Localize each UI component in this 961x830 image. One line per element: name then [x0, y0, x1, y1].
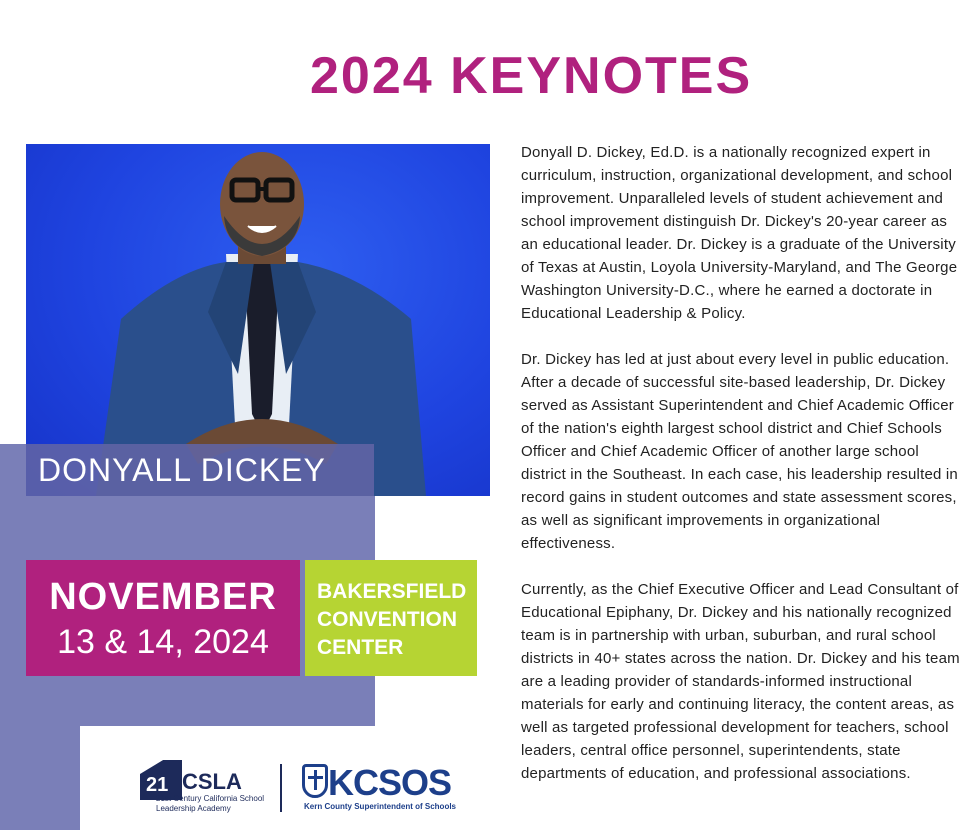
event-date-box	[26, 560, 300, 676]
event-venue-box	[305, 560, 477, 676]
bio-paragraph: Dr. Dickey has led at just about every level in public education. After a decade of successful site-based leadership, Dr. Dickey served as Assistant Superintendent and Chief Academic Officer of the nation's eighth largest school district and Chief Schools Officer and Chief Academic Officer of another large school district in the Southeast. In each case, his leadership resulted in record gains in student outcomes and state assessment scores, as well as significant improvements in organizational effectiveness.	[521, 351, 958, 552]
csla-logo-subtitle: 21st Century California School Leadership Academy	[156, 794, 265, 813]
logo-divider	[280, 764, 282, 812]
venue-line: CONVENTION	[317, 608, 458, 631]
kcsos-logo-subtitle: Kern County Superintendent of Schools	[304, 802, 457, 811]
event-days: 13 & 14, 2024	[57, 623, 269, 661]
csla-logo-name: CSLA	[182, 769, 242, 794]
venue-line: BAKERSFIELD	[317, 580, 467, 603]
speaker-name: DONYALL DICKEY	[38, 452, 326, 488]
bio-paragraph: Currently, as the Chief Executive Officer and Lead Consultant of Educational Epiphany, Dr. Dickey and his nationally recognized team is in partnership with urban, suburban, and rural school districts in 40+ states across the nation. Dr. Dickey and his team are a leading provider of standards-informed instructional materials for early and continuing literacy, the content areas, as well as targeted professional development for teachers, school leaders, central office personnel, superintendents, state departments of education, and professional associations.	[521, 581, 960, 782]
venue-line: CENTER	[317, 636, 404, 659]
page-title: 2024 KEYNOTES	[310, 47, 753, 105]
speaker-bio	[521, 141, 960, 782]
sponsor-logos	[140, 760, 460, 820]
event-month: NOVEMBER	[49, 576, 277, 618]
kcsos-logo-name: KCSOS	[328, 762, 452, 803]
bio-paragraph: Donyall D. Dickey, Ed.D. is a nationally recognized expert in curriculum, instruction, organizational development, and school improvement. Unparalleled levels of student achievement and school improvement distinguish Dr. Dickey's 20-year career as an educational leader. Dr. Dickey is a graduate of the University of Texas at Austin, Loyola University-Maryland, and The George Washington University-D.C., where he earned a doctorate in Educational Leadership & Policy.	[521, 144, 958, 322]
csla-logo-number: 21	[146, 774, 169, 796]
kcsos-shield-icon	[302, 764, 328, 798]
decorative-purple-strip	[0, 726, 80, 830]
